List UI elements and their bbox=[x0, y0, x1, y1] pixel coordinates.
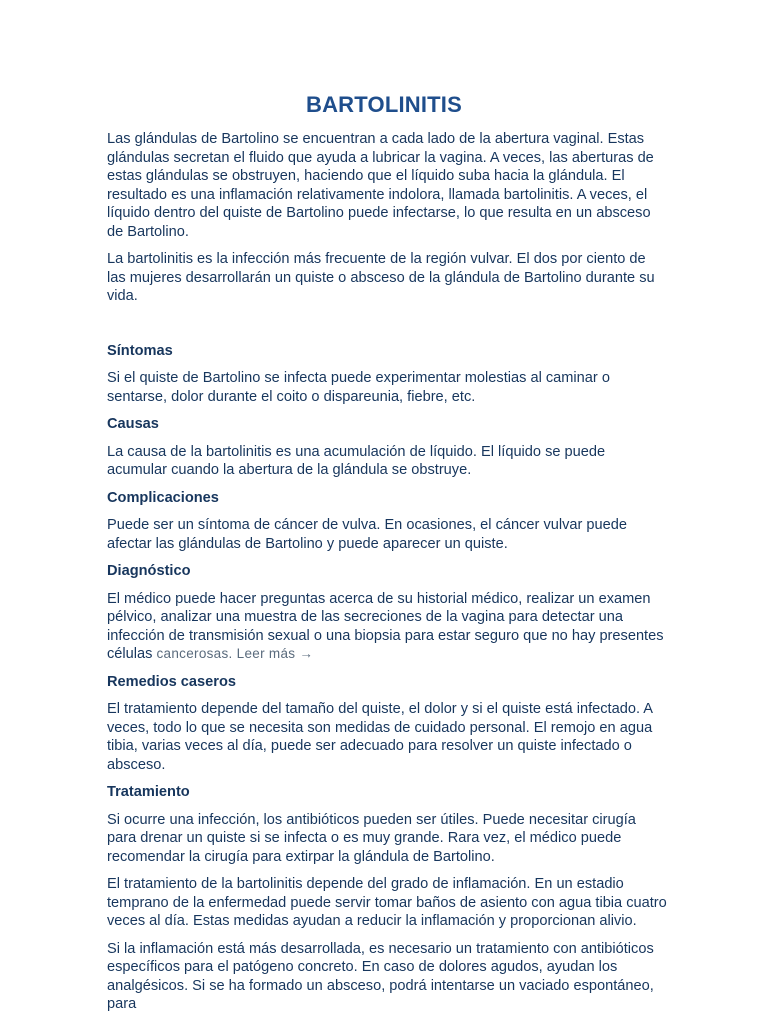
section-heading-sintomas: Síntomas bbox=[107, 342, 173, 359]
diagnostico-main-text: El médico puede hacer preguntas acerca de su historial médico, realizar un examen pélvico, analizar una muestra de las secreciones de la vagina para detectar una infección de transmisión sexual o una biopsia para estar seguro que no hay presentes células bbox=[107, 590, 664, 662]
section-heading-tratamiento: Tratamiento bbox=[107, 784, 190, 800]
intro-paragraph-2: La bartolinitis es la infección más frecuente de la región vulvar. El dos por ciento de las mujeres desarrollarán un quiste o absceso de la glándula de Bartolino durante su vida. bbox=[107, 251, 655, 304]
section-text-sintomas: Si el quiste de Bartolino se infecta puede experimentar molestias al caminar o sentarse, dolor durante el coito o dispareunia, fiebre, etc. bbox=[107, 370, 610, 405]
section-spacer bbox=[107, 315, 667, 342]
section-text-tratamiento-2: El tratamiento de la bartolinitis depende del grado de inflamación. En un estadio temprano de la enfermedad puede servir tomar baños de asiento con agua tibia cuatro veces al día. Estas medidas ayudan a reducir la inflamación y proporcionan alivio. bbox=[107, 876, 667, 929]
section-text-diagnostico bbox=[107, 590, 667, 664]
section-heading-causas: Causas bbox=[107, 416, 159, 432]
diagnostico-faded-text: cancerosas. bbox=[156, 646, 233, 661]
section-text-tratamiento-1: Si ocurre una infección, los antibióticos pueden ser útiles. Puede necesitar cirugía para drenar un quiste si se infecta o es muy grande. Rara vez, el médico puede recomendar la cirugía para extirpar la glándula de Bartolino. bbox=[107, 811, 636, 865]
section-heading-complicaciones: Complicaciones bbox=[107, 489, 219, 506]
document-body bbox=[107, 130, 667, 1023]
section-heading-remedios: Remedios caseros bbox=[107, 673, 236, 690]
read-more-link[interactable]: Leer más → bbox=[236, 646, 314, 661]
section-text-causas: La causa de la bartolinitis es una acumulación de líquido. El líquido se puede acumular cuando la abertura de la glándula se obstruye. bbox=[107, 443, 606, 478]
section-text-tratamiento-3: Si la inflamación está más desarrollada, es necesario un tratamiento con antibióticos específicos para el patógeno concreto. En caso de dolores agudos, ayudan los analgésicos. Si se ha formado un absceso, podrá intentarse un vaciado espontáneo, para bbox=[107, 940, 654, 1012]
section-heading-diagnostico: Diagnóstico bbox=[107, 563, 191, 579]
intro-paragraph-1: Las glándulas de Bartolino se encuentran a cada lado de la abertura vaginal. Estas glándulas secretan el fluido que ayuda a lubricar la vagina. A veces, las aberturas de estas glándulas se obstruyen, haciendo que el líquido suba hacia la glándula. El resultado es una inflamación relativamente indolora, llamada bartolinitis. A veces, el líquido dentro del quiste de Bartolino puede infectarse, lo que resulta en un absceso de Bartolino. bbox=[107, 131, 654, 240]
page-title: BARTOLINITIS bbox=[306, 92, 462, 117]
section-text-complicaciones: Puede ser un síntoma de cáncer de vulva. En ocasiones, el cáncer vulvar puede afectar las glándulas de Bartolino y puede aparecer un quiste. bbox=[107, 517, 628, 552]
section-text-remedios: El tratamiento depende del tamaño del quiste, el dolor y si el quiste está infectado. A veces, todo lo que se necesita son medidas de cuidado personal. El remojo en agua tibia, varias veces al día, puede ser adecuado para resolver un quiste infectado o absceso. bbox=[107, 701, 653, 773]
